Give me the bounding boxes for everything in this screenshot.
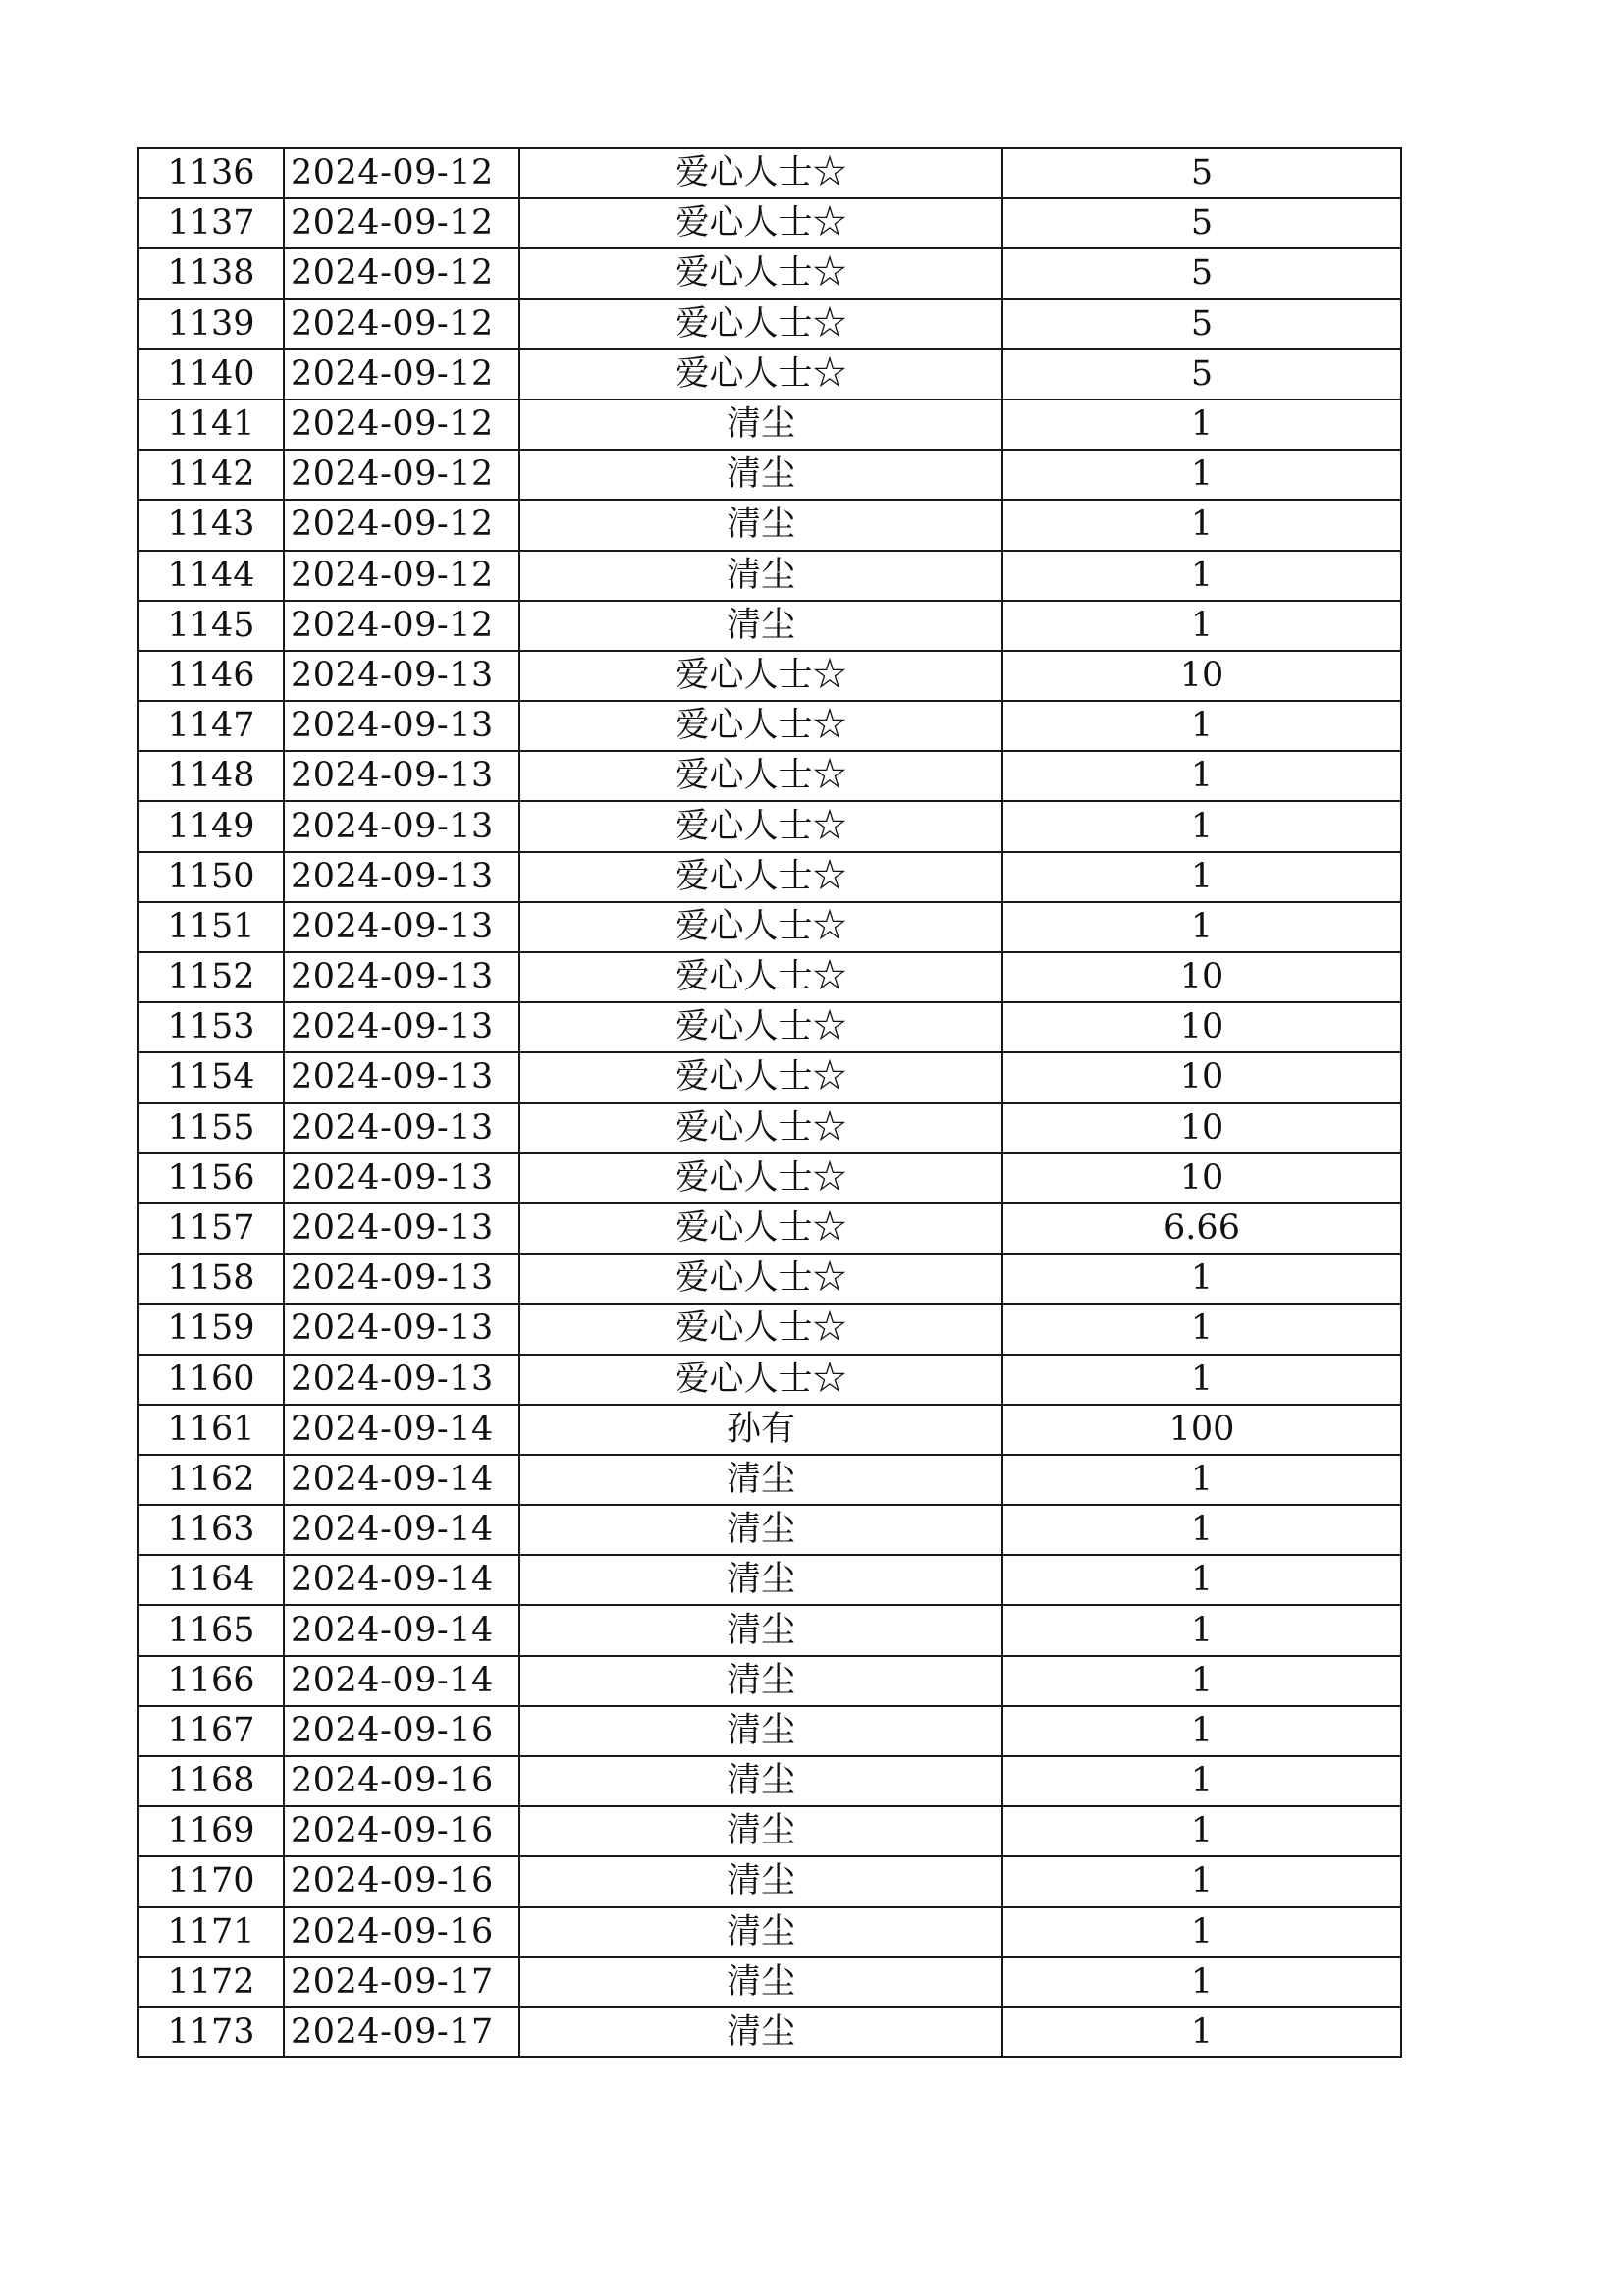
cell-index: 1166	[138, 1656, 284, 1706]
cell-date: 2024-09-13	[284, 801, 519, 851]
cell-date: 2024-09-14	[284, 1455, 519, 1505]
cell-amount: 1	[1002, 2007, 1401, 2057]
cell-donor: 爱心人士☆	[519, 902, 1002, 952]
cell-index: 1163	[138, 1505, 284, 1555]
cell-amount: 5	[1002, 248, 1401, 298]
table-row	[138, 1002, 1401, 1052]
cell-date: 2024-09-13	[284, 651, 519, 701]
cell-donor: 爱心人士☆	[519, 852, 1002, 902]
cell-donor: 清尘	[519, 1605, 1002, 1655]
cell-amount: 100	[1002, 1405, 1401, 1455]
cell-date: 2024-09-12	[284, 299, 519, 349]
cell-date: 2024-09-12	[284, 551, 519, 601]
cell-amount: 1	[1002, 500, 1401, 550]
cell-amount: 1	[1002, 902, 1401, 952]
cell-date: 2024-09-13	[284, 1002, 519, 1052]
cell-index: 1165	[138, 1605, 284, 1655]
cell-amount: 10	[1002, 651, 1401, 701]
cell-donor: 爱心人士☆	[519, 651, 1002, 701]
cell-amount: 10	[1002, 1052, 1401, 1102]
cell-index: 1139	[138, 299, 284, 349]
cell-amount: 1	[1002, 1455, 1401, 1505]
cell-amount: 1	[1002, 852, 1401, 902]
cell-donor: 爱心人士☆	[519, 1254, 1002, 1304]
cell-date: 2024-09-13	[284, 1052, 519, 1102]
table-row	[138, 1505, 1401, 1555]
cell-index: 1156	[138, 1153, 284, 1203]
cell-date: 2024-09-16	[284, 1856, 519, 1906]
cell-date: 2024-09-17	[284, 2007, 519, 2057]
cell-index: 1167	[138, 1706, 284, 1756]
cell-amount: 1	[1002, 1505, 1401, 1555]
cell-index: 1159	[138, 1304, 284, 1354]
cell-donor: 爱心人士☆	[519, 1203, 1002, 1254]
cell-amount: 1	[1002, 801, 1401, 851]
cell-amount: 1	[1002, 1555, 1401, 1605]
cell-index: 1154	[138, 1052, 284, 1102]
table-row	[138, 1405, 1401, 1455]
cell-donor: 爱心人士☆	[519, 198, 1002, 248]
cell-date: 2024-09-17	[284, 1957, 519, 2007]
cell-date: 2024-09-16	[284, 1907, 519, 1957]
cell-donor: 清尘	[519, 500, 1002, 550]
cell-amount: 6.66	[1002, 1203, 1401, 1254]
table-row	[138, 248, 1401, 298]
table-row	[138, 1153, 1401, 1203]
cell-amount: 1	[1002, 1355, 1401, 1405]
cell-donor: 清尘	[519, 1656, 1002, 1706]
cell-date: 2024-09-13	[284, 1153, 519, 1203]
table-row	[138, 1304, 1401, 1354]
cell-date: 2024-09-12	[284, 198, 519, 248]
cell-date: 2024-09-14	[284, 1656, 519, 1706]
cell-index: 1173	[138, 2007, 284, 2057]
cell-date: 2024-09-13	[284, 1355, 519, 1405]
table-row	[138, 751, 1401, 801]
cell-donor: 爱心人士☆	[519, 248, 1002, 298]
cell-date: 2024-09-12	[284, 450, 519, 500]
cell-amount: 10	[1002, 1002, 1401, 1052]
cell-date: 2024-09-14	[284, 1555, 519, 1605]
table-row	[138, 1555, 1401, 1605]
cell-date: 2024-09-12	[284, 148, 519, 198]
cell-donor: 清尘	[519, 450, 1002, 500]
cell-index: 1164	[138, 1555, 284, 1605]
table-row	[138, 551, 1401, 601]
cell-donor: 爱心人士☆	[519, 148, 1002, 198]
cell-donor: 爱心人士☆	[519, 299, 1002, 349]
cell-amount: 5	[1002, 198, 1401, 248]
cell-amount: 1	[1002, 1254, 1401, 1304]
cell-index: 1171	[138, 1907, 284, 1957]
table-row	[138, 1203, 1401, 1254]
table-row	[138, 1355, 1401, 1405]
cell-index: 1138	[138, 248, 284, 298]
cell-date: 2024-09-14	[284, 1405, 519, 1455]
cell-index: 1151	[138, 902, 284, 952]
table-row	[138, 1756, 1401, 1806]
ledger-body	[138, 148, 1401, 2057]
cell-date: 2024-09-13	[284, 952, 519, 1002]
table-row	[138, 2007, 1401, 2057]
cell-date: 2024-09-14	[284, 1605, 519, 1655]
cell-date: 2024-09-12	[284, 500, 519, 550]
cell-amount: 1	[1002, 400, 1401, 450]
cell-donor: 爱心人士☆	[519, 801, 1002, 851]
cell-donor: 清尘	[519, 1505, 1002, 1555]
cell-donor: 清尘	[519, 1756, 1002, 1806]
table-row	[138, 1605, 1401, 1655]
table-row	[138, 1455, 1401, 1505]
cell-index: 1162	[138, 1455, 284, 1505]
cell-donor: 爱心人士☆	[519, 1002, 1002, 1052]
cell-index: 1169	[138, 1806, 284, 1856]
cell-donor: 爱心人士☆	[519, 1153, 1002, 1203]
cell-index: 1141	[138, 400, 284, 450]
cell-amount: 1	[1002, 1856, 1401, 1906]
table-row	[138, 1907, 1401, 1957]
cell-date: 2024-09-13	[284, 1304, 519, 1354]
table-row	[138, 349, 1401, 400]
table-row	[138, 500, 1401, 550]
cell-date: 2024-09-13	[284, 1203, 519, 1254]
table-row	[138, 952, 1401, 1002]
cell-amount: 1	[1002, 1957, 1401, 2007]
cell-amount: 10	[1002, 952, 1401, 1002]
table-row	[138, 400, 1401, 450]
cell-index: 1161	[138, 1405, 284, 1455]
cell-date: 2024-09-12	[284, 400, 519, 450]
table-row	[138, 1103, 1401, 1153]
cell-date: 2024-09-14	[284, 1505, 519, 1555]
donation-ledger-table	[137, 147, 1402, 2058]
cell-amount: 1	[1002, 601, 1401, 651]
cell-index: 1147	[138, 701, 284, 751]
cell-donor: 爱心人士☆	[519, 1103, 1002, 1153]
cell-donor: 清尘	[519, 1806, 1002, 1856]
cell-donor: 清尘	[519, 2007, 1002, 2057]
cell-date: 2024-09-12	[284, 248, 519, 298]
cell-index: 1158	[138, 1254, 284, 1304]
cell-index: 1153	[138, 1002, 284, 1052]
cell-index: 1142	[138, 450, 284, 500]
cell-index: 1145	[138, 601, 284, 651]
cell-donor: 爱心人士☆	[519, 1052, 1002, 1102]
cell-amount: 10	[1002, 1153, 1401, 1203]
cell-donor: 清尘	[519, 400, 1002, 450]
cell-amount: 1	[1002, 450, 1401, 500]
table-row	[138, 1706, 1401, 1756]
cell-date: 2024-09-13	[284, 1103, 519, 1153]
cell-donor: 爱心人士☆	[519, 701, 1002, 751]
cell-donor: 清尘	[519, 1907, 1002, 1957]
cell-amount: 1	[1002, 1304, 1401, 1354]
cell-date: 2024-09-13	[284, 1254, 519, 1304]
cell-donor: 清尘	[519, 1957, 1002, 2007]
table-row	[138, 1806, 1401, 1856]
cell-date: 2024-09-16	[284, 1756, 519, 1806]
cell-index: 1168	[138, 1756, 284, 1806]
cell-index: 1150	[138, 852, 284, 902]
table-row	[138, 902, 1401, 952]
cell-amount: 1	[1002, 1605, 1401, 1655]
cell-amount: 5	[1002, 148, 1401, 198]
table-row	[138, 1957, 1401, 2007]
table-row	[138, 801, 1401, 851]
cell-amount: 1	[1002, 1806, 1401, 1856]
cell-amount: 1	[1002, 1907, 1401, 1957]
cell-index: 1160	[138, 1355, 284, 1405]
cell-amount: 1	[1002, 1756, 1401, 1806]
cell-amount: 1	[1002, 701, 1401, 751]
table-row	[138, 148, 1401, 198]
table-row	[138, 1254, 1401, 1304]
cell-date: 2024-09-16	[284, 1706, 519, 1756]
table-row	[138, 651, 1401, 701]
cell-index: 1157	[138, 1203, 284, 1254]
table-row	[138, 450, 1401, 500]
cell-donor: 清尘	[519, 1706, 1002, 1756]
cell-donor: 清尘	[519, 1856, 1002, 1906]
cell-amount: 5	[1002, 299, 1401, 349]
cell-amount: 1	[1002, 1706, 1401, 1756]
cell-donor: 爱心人士☆	[519, 349, 1002, 400]
cell-index: 1146	[138, 651, 284, 701]
cell-amount: 10	[1002, 1103, 1401, 1153]
cell-index: 1148	[138, 751, 284, 801]
cell-donor: 爱心人士☆	[519, 1304, 1002, 1354]
cell-donor: 爱心人士☆	[519, 952, 1002, 1002]
table-row	[138, 198, 1401, 248]
cell-donor: 爱心人士☆	[519, 1355, 1002, 1405]
cell-index: 1152	[138, 952, 284, 1002]
cell-index: 1143	[138, 500, 284, 550]
cell-amount: 5	[1002, 349, 1401, 400]
table-row	[138, 1656, 1401, 1706]
cell-index: 1137	[138, 198, 284, 248]
cell-index: 1149	[138, 801, 284, 851]
cell-index: 1140	[138, 349, 284, 400]
cell-index: 1136	[138, 148, 284, 198]
cell-date: 2024-09-12	[284, 349, 519, 400]
cell-index: 1144	[138, 551, 284, 601]
cell-date: 2024-09-13	[284, 902, 519, 952]
cell-donor: 清尘	[519, 551, 1002, 601]
cell-date: 2024-09-16	[284, 1806, 519, 1856]
cell-date: 2024-09-13	[284, 852, 519, 902]
cell-donor: 清尘	[519, 1455, 1002, 1505]
table-row	[138, 601, 1401, 651]
table-row	[138, 1856, 1401, 1906]
cell-index: 1170	[138, 1856, 284, 1906]
table-row	[138, 299, 1401, 349]
cell-amount: 1	[1002, 1656, 1401, 1706]
cell-amount: 1	[1002, 551, 1401, 601]
cell-amount: 1	[1002, 751, 1401, 801]
table-row	[138, 852, 1401, 902]
cell-index: 1155	[138, 1103, 284, 1153]
cell-donor: 清尘	[519, 1555, 1002, 1605]
cell-date: 2024-09-13	[284, 701, 519, 751]
cell-donor: 清尘	[519, 601, 1002, 651]
cell-index: 1172	[138, 1957, 284, 2007]
cell-donor: 孙有	[519, 1405, 1002, 1455]
table-row	[138, 701, 1401, 751]
cell-date: 2024-09-12	[284, 601, 519, 651]
cell-donor: 爱心人士☆	[519, 751, 1002, 801]
cell-date: 2024-09-13	[284, 751, 519, 801]
table-row	[138, 1052, 1401, 1102]
